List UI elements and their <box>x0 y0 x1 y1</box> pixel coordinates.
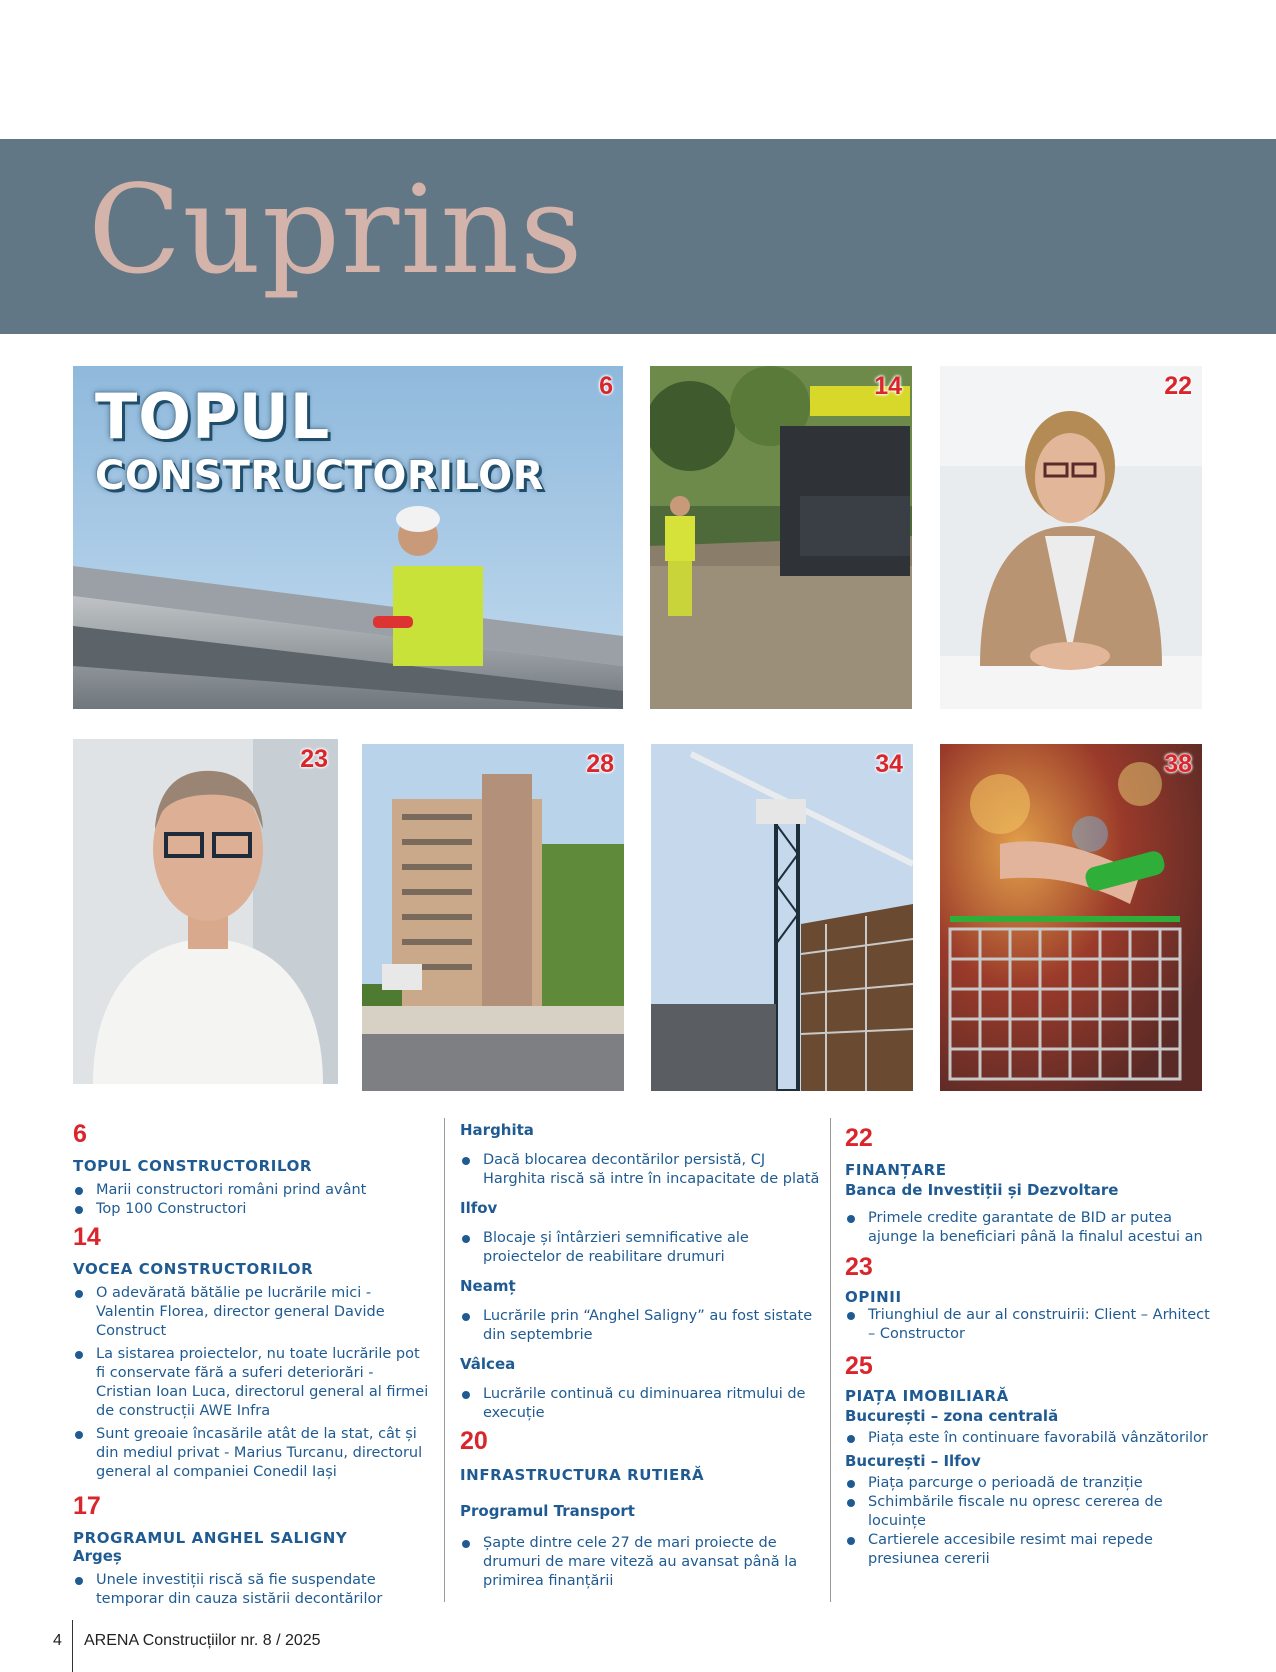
article-entry[interactable]: Șapte dintre cele 27 de mari proiecte de drumuri de mare viteză au avansat până la primirea finanțării <box>460 1534 822 1591</box>
section-title[interactable]: PROGRAMUL ANGHEL SALIGNY <box>73 1529 348 1547</box>
article-entry[interactable]: Dacă blocarea decontărilor persistă, CJ Harghita riscă să intre în incapacitate de plată <box>460 1151 822 1189</box>
page-number-badge: 28 <box>586 750 614 778</box>
article-list <box>845 1209 1215 1247</box>
article-list <box>460 1534 822 1591</box>
section-subtitle: Banca de Investiții și Dezvoltare <box>845 1181 1119 1199</box>
page-number-badge: 22 <box>1164 372 1192 400</box>
section-subtitle: Argeș <box>73 1547 122 1565</box>
article-list <box>460 1385 822 1423</box>
header-banner <box>0 139 1276 334</box>
photo-road-paving[interactable] <box>650 366 912 709</box>
photo-portrait-woman[interactable] <box>940 366 1202 709</box>
article-entry[interactable]: Cartierele accesibile resimt mai repede presiunea cererii <box>845 1531 1215 1569</box>
section-subtitle: Ilfov <box>460 1199 498 1217</box>
article-entry[interactable]: Schimbările fiscale nu opresc cererea de locuințe <box>845 1493 1215 1531</box>
road-paving-image <box>650 366 912 709</box>
article-list <box>73 1181 433 1219</box>
article-list <box>845 1474 1215 1569</box>
section-number: 14 <box>73 1223 101 1251</box>
apartment-block-image <box>362 744 624 1091</box>
section-subtitle: Programul Transport <box>460 1502 635 1520</box>
footer-divider <box>72 1620 73 1672</box>
section-subtitle: Neamț <box>460 1277 516 1295</box>
photo-portrait-man[interactable] <box>73 739 338 1084</box>
column-divider <box>444 1118 445 1602</box>
toc-column-3 <box>845 1126 1215 1569</box>
section-number: 17 <box>73 1492 101 1520</box>
magazine-issue: ARENA Construcțiilor nr. 8 / 2025 <box>84 1632 321 1649</box>
article-entry[interactable]: Sunt greoaie încasările atât de la stat, cât și din mediul privat - Marius Turcanu, directorul general al companiei Conedil Iași <box>73 1425 433 1482</box>
article-entry[interactable]: Piața este în continuare favorabilă vânzătorilor <box>845 1429 1215 1448</box>
section-number: 6 <box>73 1120 87 1148</box>
section-number: 25 <box>845 1352 873 1380</box>
photo-apartment-block[interactable] <box>362 744 624 1091</box>
construction-crane-image <box>651 744 913 1091</box>
cover-headline <box>95 380 544 499</box>
article-entry[interactable]: Primele credite garantate de BID ar putea ajunge la beneficiari până la finalul acestui an <box>845 1209 1215 1247</box>
article-list <box>845 1429 1215 1448</box>
article-list <box>845 1306 1215 1344</box>
article-list <box>460 1229 822 1267</box>
section-title[interactable]: TOPUL CONSTRUCTORILOR <box>73 1157 313 1175</box>
section-title[interactable]: PIAȚA IMOBILIARĂ <box>845 1387 1009 1405</box>
photo-topul-constructorilor[interactable] <box>73 366 623 709</box>
article-list <box>73 1571 433 1609</box>
page-number-badge: 38 <box>1164 750 1192 778</box>
woman-portrait-image <box>940 366 1202 709</box>
article-entry[interactable]: La sistarea proiectelor, nu toate lucrările pot fi conservate fără a suferi deteriorări - Cristian Ioan Luca, directorul general al firmei de construcții AWE Infra <box>73 1345 433 1421</box>
article-entry[interactable]: O adevărată bătălie pe lucrările mici - Valentin Florea, director general Davide Construct <box>73 1284 433 1341</box>
article-entry[interactable]: Marii constructori români prind avânt <box>73 1181 433 1200</box>
section-title[interactable]: VOCEA CONSTRUCTORILOR <box>73 1260 314 1278</box>
article-list <box>73 1284 433 1482</box>
section-number: 20 <box>460 1427 488 1455</box>
article-entry[interactable]: Lucrările prin “Anghel Saligny” au fost sistate din septembrie <box>460 1307 822 1345</box>
toc-column-1 <box>73 1118 433 1609</box>
column-divider <box>830 1118 831 1602</box>
section-subtitle: București – Ilfov <box>845 1452 981 1470</box>
photo-shopping-cart[interactable] <box>940 744 1202 1091</box>
page-number-badge: 34 <box>875 750 903 778</box>
shopping-cart-image <box>940 744 1202 1091</box>
cover-headline-line2: CONSTRUCTORILOR <box>95 453 544 499</box>
article-list <box>460 1151 822 1189</box>
section-title[interactable]: INFRASTRUCTURA RUTIERĂ <box>460 1466 705 1484</box>
article-list <box>460 1307 822 1345</box>
page-number-badge: 23 <box>300 745 328 773</box>
section-subtitle: Vâlcea <box>460 1355 516 1373</box>
section-number: 22 <box>845 1124 873 1152</box>
section-title[interactable]: FINANȚARE <box>845 1161 947 1179</box>
toc-column-2 <box>460 1121 822 1591</box>
article-entry[interactable]: Top 100 Constructori <box>73 1200 433 1219</box>
section-title[interactable]: OPINII <box>845 1288 902 1306</box>
article-entry[interactable]: Triunghiul de aur al construirii: Client – Arhitect – Constructor <box>845 1306 1215 1344</box>
page-number: 4 <box>53 1632 62 1649</box>
page-number-badge: 6 <box>599 372 613 400</box>
article-entry[interactable]: Blocaje și întârzieri semnificative ale proiectelor de reabilitare drumuri <box>460 1229 822 1267</box>
article-entry[interactable]: Lucrările continuă cu diminuarea ritmului de execuție <box>460 1385 822 1423</box>
page-title: Cuprins <box>88 159 584 301</box>
page-number-badge: 14 <box>874 372 902 400</box>
article-entry[interactable]: Unele investiții riscă să fie suspendate temporar din cauza sistării decontărilor <box>73 1571 433 1609</box>
section-subtitle: Harghita <box>460 1121 534 1139</box>
section-subtitle: București – zona centrală <box>845 1407 1059 1425</box>
page-footer <box>0 1628 600 1668</box>
cover-headline-line1: TOPUL <box>95 380 331 453</box>
article-entry[interactable]: Piața parcurge o perioadă de tranziție <box>845 1474 1215 1493</box>
man-portrait-image <box>73 739 338 1084</box>
photo-construction-crane[interactable] <box>651 744 913 1091</box>
section-number: 23 <box>845 1253 873 1281</box>
